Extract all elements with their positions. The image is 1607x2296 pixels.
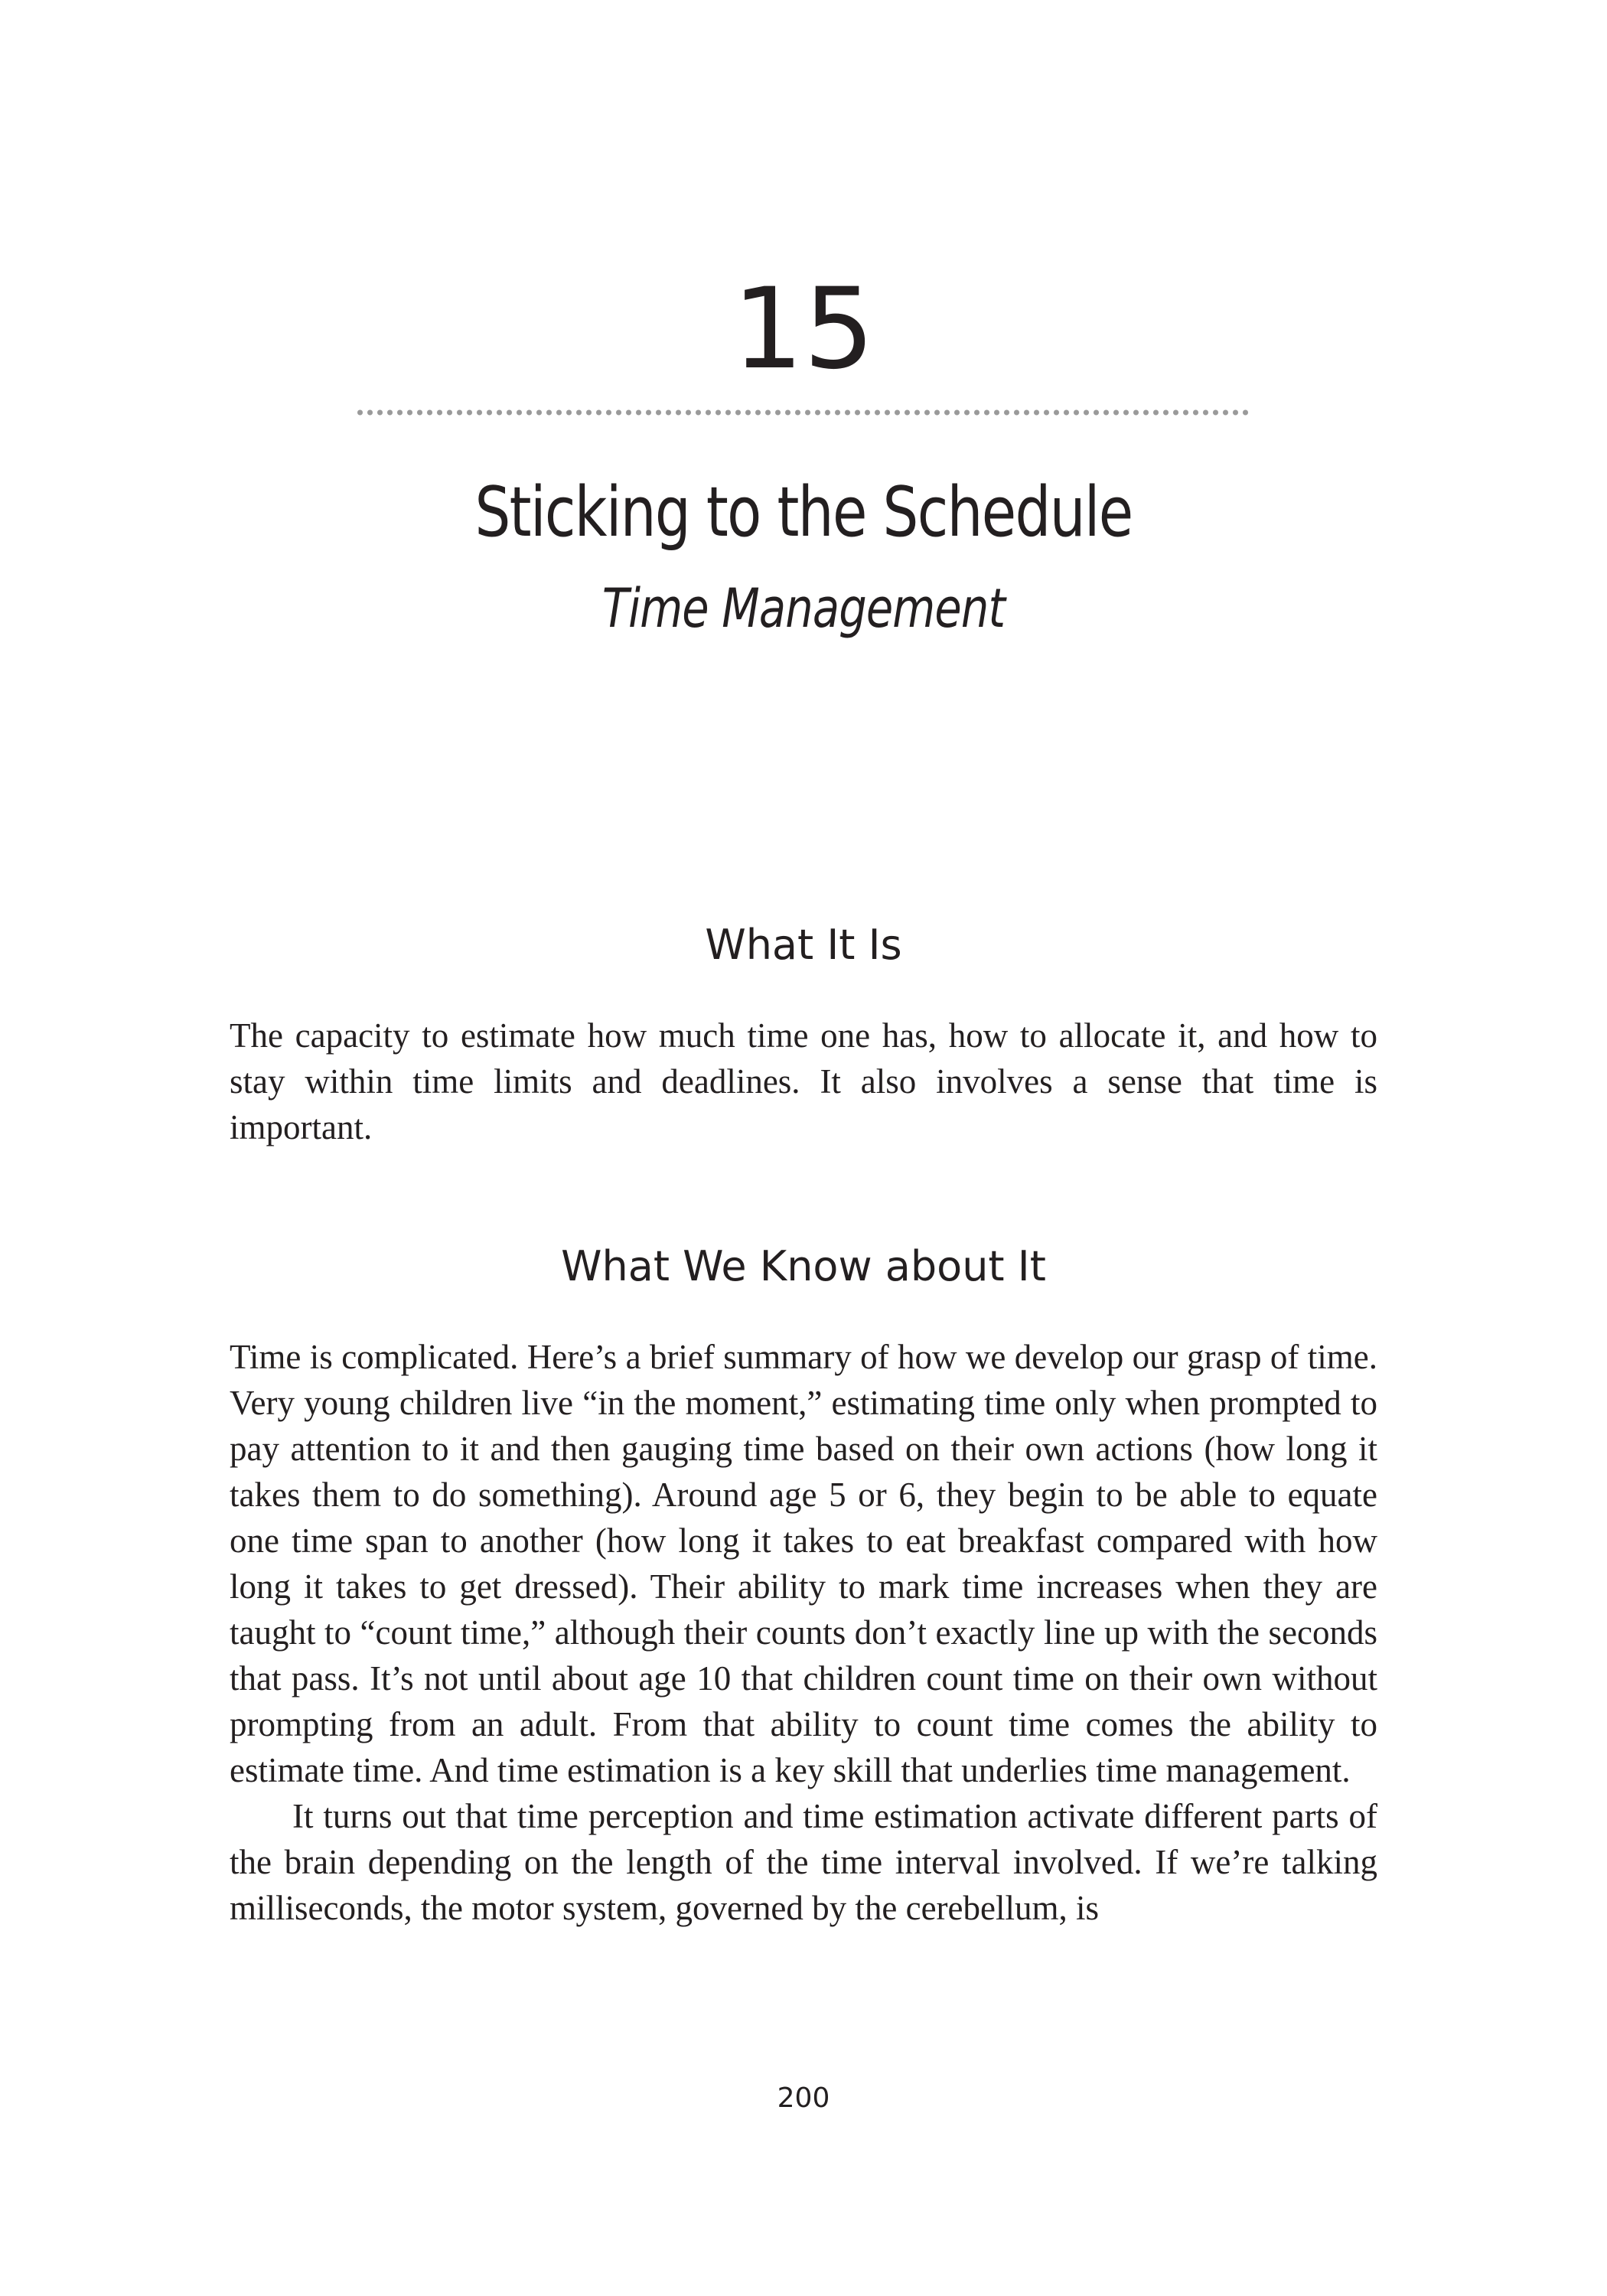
section-heading-what-it-is: What It Is bbox=[705, 921, 902, 969]
chapter-title: Sticking to the Schedule bbox=[474, 472, 1133, 553]
chapter-subtitle: Time Management bbox=[601, 577, 1006, 640]
dotted-divider bbox=[355, 408, 1250, 417]
paragraph: It turns out that time perception and time estimation activate different parts of the brain depending on the length of the time interval involved. If we’re talking milliseconds, the motor system, governed by the cerebellum, is bbox=[230, 1797, 1377, 1927]
section-heading-what-we-know: What We Know about It bbox=[561, 1242, 1046, 1290]
paragraph: Time is complicated. Here’s a brief summary of how we develop our grasp of time. Very young children live “in the moment,” estimating time only when prompted to pay attention to it and then gauging time based on their own actions (how long it takes them to do something). Around age 5 or 6, they begin to be able to equate one time span to another (how long it takes to eat breakfast compared with how long it takes to get dressed). Their ability to mark time increases when they are taught to “count time,” although their counts don’t exactly line up with the seconds that pass. It’s not until about age 10 that children count time on their own without prompting from an adult. From that ability to count time comes the ability to estimate time. And time estimation is a key skill that underlies time management. bbox=[230, 1338, 1377, 1789]
paragraph: The capacity to estimate how much time one has, how to allocate it, and how to stay within time limits and deadlines. It also involves a sense that time is important. bbox=[230, 1016, 1377, 1146]
section-body-what-it-is bbox=[230, 1013, 1377, 1150]
page-number: 200 bbox=[777, 2082, 830, 2114]
section-body-what-we-know bbox=[230, 1334, 1377, 1931]
chapter-number: 15 bbox=[732, 264, 875, 394]
